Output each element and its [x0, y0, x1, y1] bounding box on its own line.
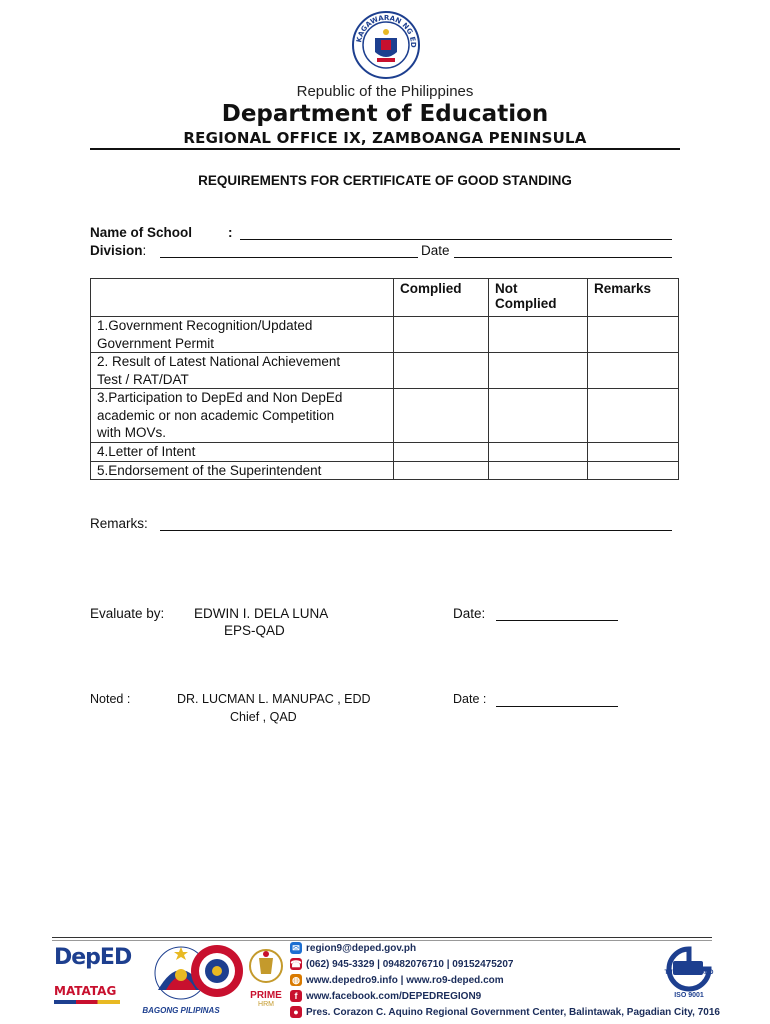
prime-text: PRIME	[250, 990, 282, 1001]
remarks-cell[interactable]	[588, 317, 679, 353]
requirement-item-3: 3.Participation to DepEd and Non DepEd academic or non academic Competition with MOVs.	[91, 389, 394, 443]
deped-logo-text: DepED	[54, 945, 132, 970]
contact-phone: (062) 945-3329 | 09482076710 | 09152475207	[306, 959, 514, 970]
evaluate-date-label: Date:	[453, 606, 486, 621]
complied-cell[interactable]	[394, 317, 489, 353]
deped-seal	[351, 10, 421, 80]
division-label: Division	[90, 243, 143, 258]
requirements-table	[90, 278, 679, 480]
noted-name: DR. LUCMAN L. MANUPAC , EDD	[177, 692, 371, 706]
not-complied-cell[interactable]	[489, 317, 588, 353]
bagong-pilipinas-text: BAGONG PILIPINAS	[142, 1006, 220, 1015]
iso-text: ISO 9001	[674, 992, 704, 999]
school-input-line[interactable]	[240, 226, 672, 240]
prime-crest-icon	[249, 946, 283, 986]
remarks-label: Remarks:	[90, 516, 148, 531]
iso-certification-logo	[664, 945, 714, 999]
regional-office-title: REGIONAL OFFICE IX, ZAMBOANGA PENINSULA	[183, 129, 587, 147]
complied-header: Complied	[394, 279, 489, 317]
matatag-stripe	[54, 1000, 120, 1004]
not-complied-header: Not Complied	[489, 279, 588, 317]
republic-line: Republic of the Philippines	[296, 83, 474, 100]
complied-cell[interactable]	[394, 443, 489, 462]
remarks-input-line[interactable]	[160, 517, 672, 531]
remarks-cell[interactable]	[588, 353, 679, 389]
requirement-item-4: 4.Letter of Intent	[91, 443, 394, 462]
contact-address-row	[290, 1005, 720, 1021]
division-row	[90, 243, 146, 258]
globe-icon: ◍	[290, 974, 302, 986]
deped-matatag-logo	[54, 945, 132, 1004]
location-pin-icon: ●	[290, 1006, 302, 1018]
contact-facebook-row	[290, 989, 640, 1005]
requirement-item-1: 1.Government Recognition/Updated Government Permit	[91, 317, 394, 353]
division-input-line[interactable]	[160, 244, 418, 258]
facebook-icon: f	[290, 990, 302, 1002]
department-title: Department of Education	[221, 101, 549, 127]
regional-seal	[190, 944, 244, 998]
phone-icon: ☎	[290, 959, 302, 970]
contact-website-row	[290, 973, 640, 989]
table-row	[91, 443, 679, 462]
contact-facebook[interactable]: www.facebook.com/DEPEDREGION9	[306, 991, 482, 1002]
contact-website[interactable]: www.depedro9.info | www.ro9-deped.com	[306, 975, 504, 986]
remarks-cell[interactable]	[588, 461, 679, 480]
matatag-text: MATATAG	[54, 984, 117, 998]
requirement-item-5: 5.Endorsement of the Superintendent	[91, 461, 394, 480]
table-row	[91, 389, 679, 443]
complied-cell[interactable]	[394, 353, 489, 389]
evaluate-label: Evaluate by:	[90, 606, 165, 621]
noted-date-line[interactable]	[496, 693, 618, 707]
form-title: REQUIREMENTS FOR CERTIFICATE OF GOOD STANDING	[198, 173, 572, 188]
requirement-header-cell	[91, 279, 394, 317]
contact-email[interactable]: region9@deped.gov.ph	[306, 943, 417, 954]
prime-sub-text: HRM	[258, 1001, 274, 1008]
school-colon: :	[228, 225, 233, 240]
prime-hrm-logo	[247, 946, 285, 1008]
evaluator-name: EDWIN I. DELA LUNA	[194, 606, 329, 621]
table-row	[91, 461, 679, 480]
evaluate-date-line[interactable]	[496, 607, 618, 621]
remarks-cell[interactable]	[588, 389, 679, 443]
school-label: Name of School	[90, 225, 193, 240]
seal-text: KAGAWARAN NG ED	[355, 13, 418, 48]
complied-cell[interactable]	[394, 389, 489, 443]
tuv-text: TÜV RHEINLAND	[664, 970, 714, 976]
table-header-row	[91, 279, 679, 317]
footer-divider	[52, 937, 712, 938]
not-complied-cell[interactable]	[489, 461, 588, 480]
requirement-item-2: 2. Result of Latest National Achievement Test / RAT/DAT	[91, 353, 394, 389]
complied-cell[interactable]	[394, 461, 489, 480]
not-complied-cell[interactable]	[489, 389, 588, 443]
table-row	[91, 317, 679, 353]
contact-email-row	[290, 941, 640, 957]
not-complied-cell[interactable]	[489, 443, 588, 462]
email-icon: ✉	[290, 942, 302, 954]
table-row	[91, 353, 679, 389]
noted-label: Noted :	[90, 692, 131, 706]
remarks-cell[interactable]	[588, 443, 679, 462]
date-label: Date	[421, 243, 450, 258]
date-input-line[interactable]	[454, 244, 672, 258]
not-complied-cell[interactable]	[489, 353, 588, 389]
remarks-header: Remarks	[588, 279, 679, 317]
header-divider	[90, 148, 680, 150]
division-colon: :	[142, 243, 147, 258]
contact-address: Pres. Corazon C. Aquino Regional Government Center, Balintawak, Pagadian City, 7016	[306, 1007, 720, 1018]
noted-position: Chief , QAD	[230, 710, 297, 724]
noted-date-label: Date :	[453, 692, 487, 706]
evaluator-position: EPS-QAD	[224, 623, 285, 638]
contact-phone-row	[290, 957, 640, 973]
